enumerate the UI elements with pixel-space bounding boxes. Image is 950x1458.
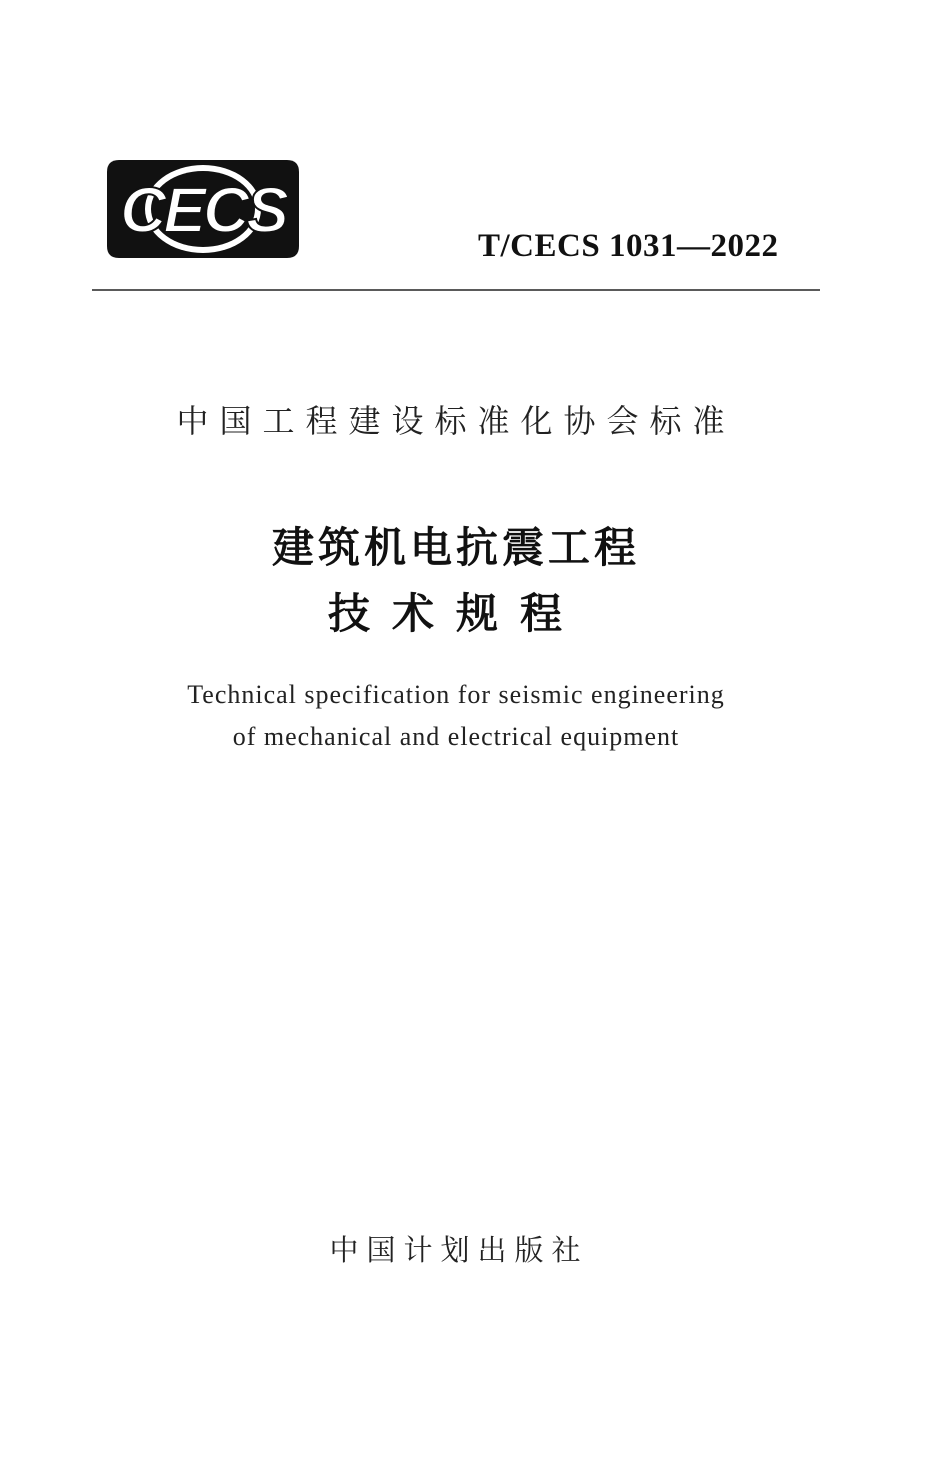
svg-text:CECS: CECS: [120, 174, 286, 246]
title-english-line-2: of mechanical and electrical equipment: [232, 722, 680, 751]
title-chinese-line-1: 建筑机电抗震工程: [271, 523, 640, 572]
standard-number: T/CECS 1031—2022: [478, 228, 779, 264]
title-chinese-line-2: 技术规程: [327, 589, 584, 638]
issuer-line: 中国工程建设标准化协会标准: [176, 402, 736, 440]
header-divider: [92, 289, 820, 291]
publisher-name: 中国计划出版社: [329, 1233, 589, 1267]
title-english-line-1: Technical specification for seismic engineering: [187, 680, 725, 709]
cecs-logo: [103, 156, 303, 262]
